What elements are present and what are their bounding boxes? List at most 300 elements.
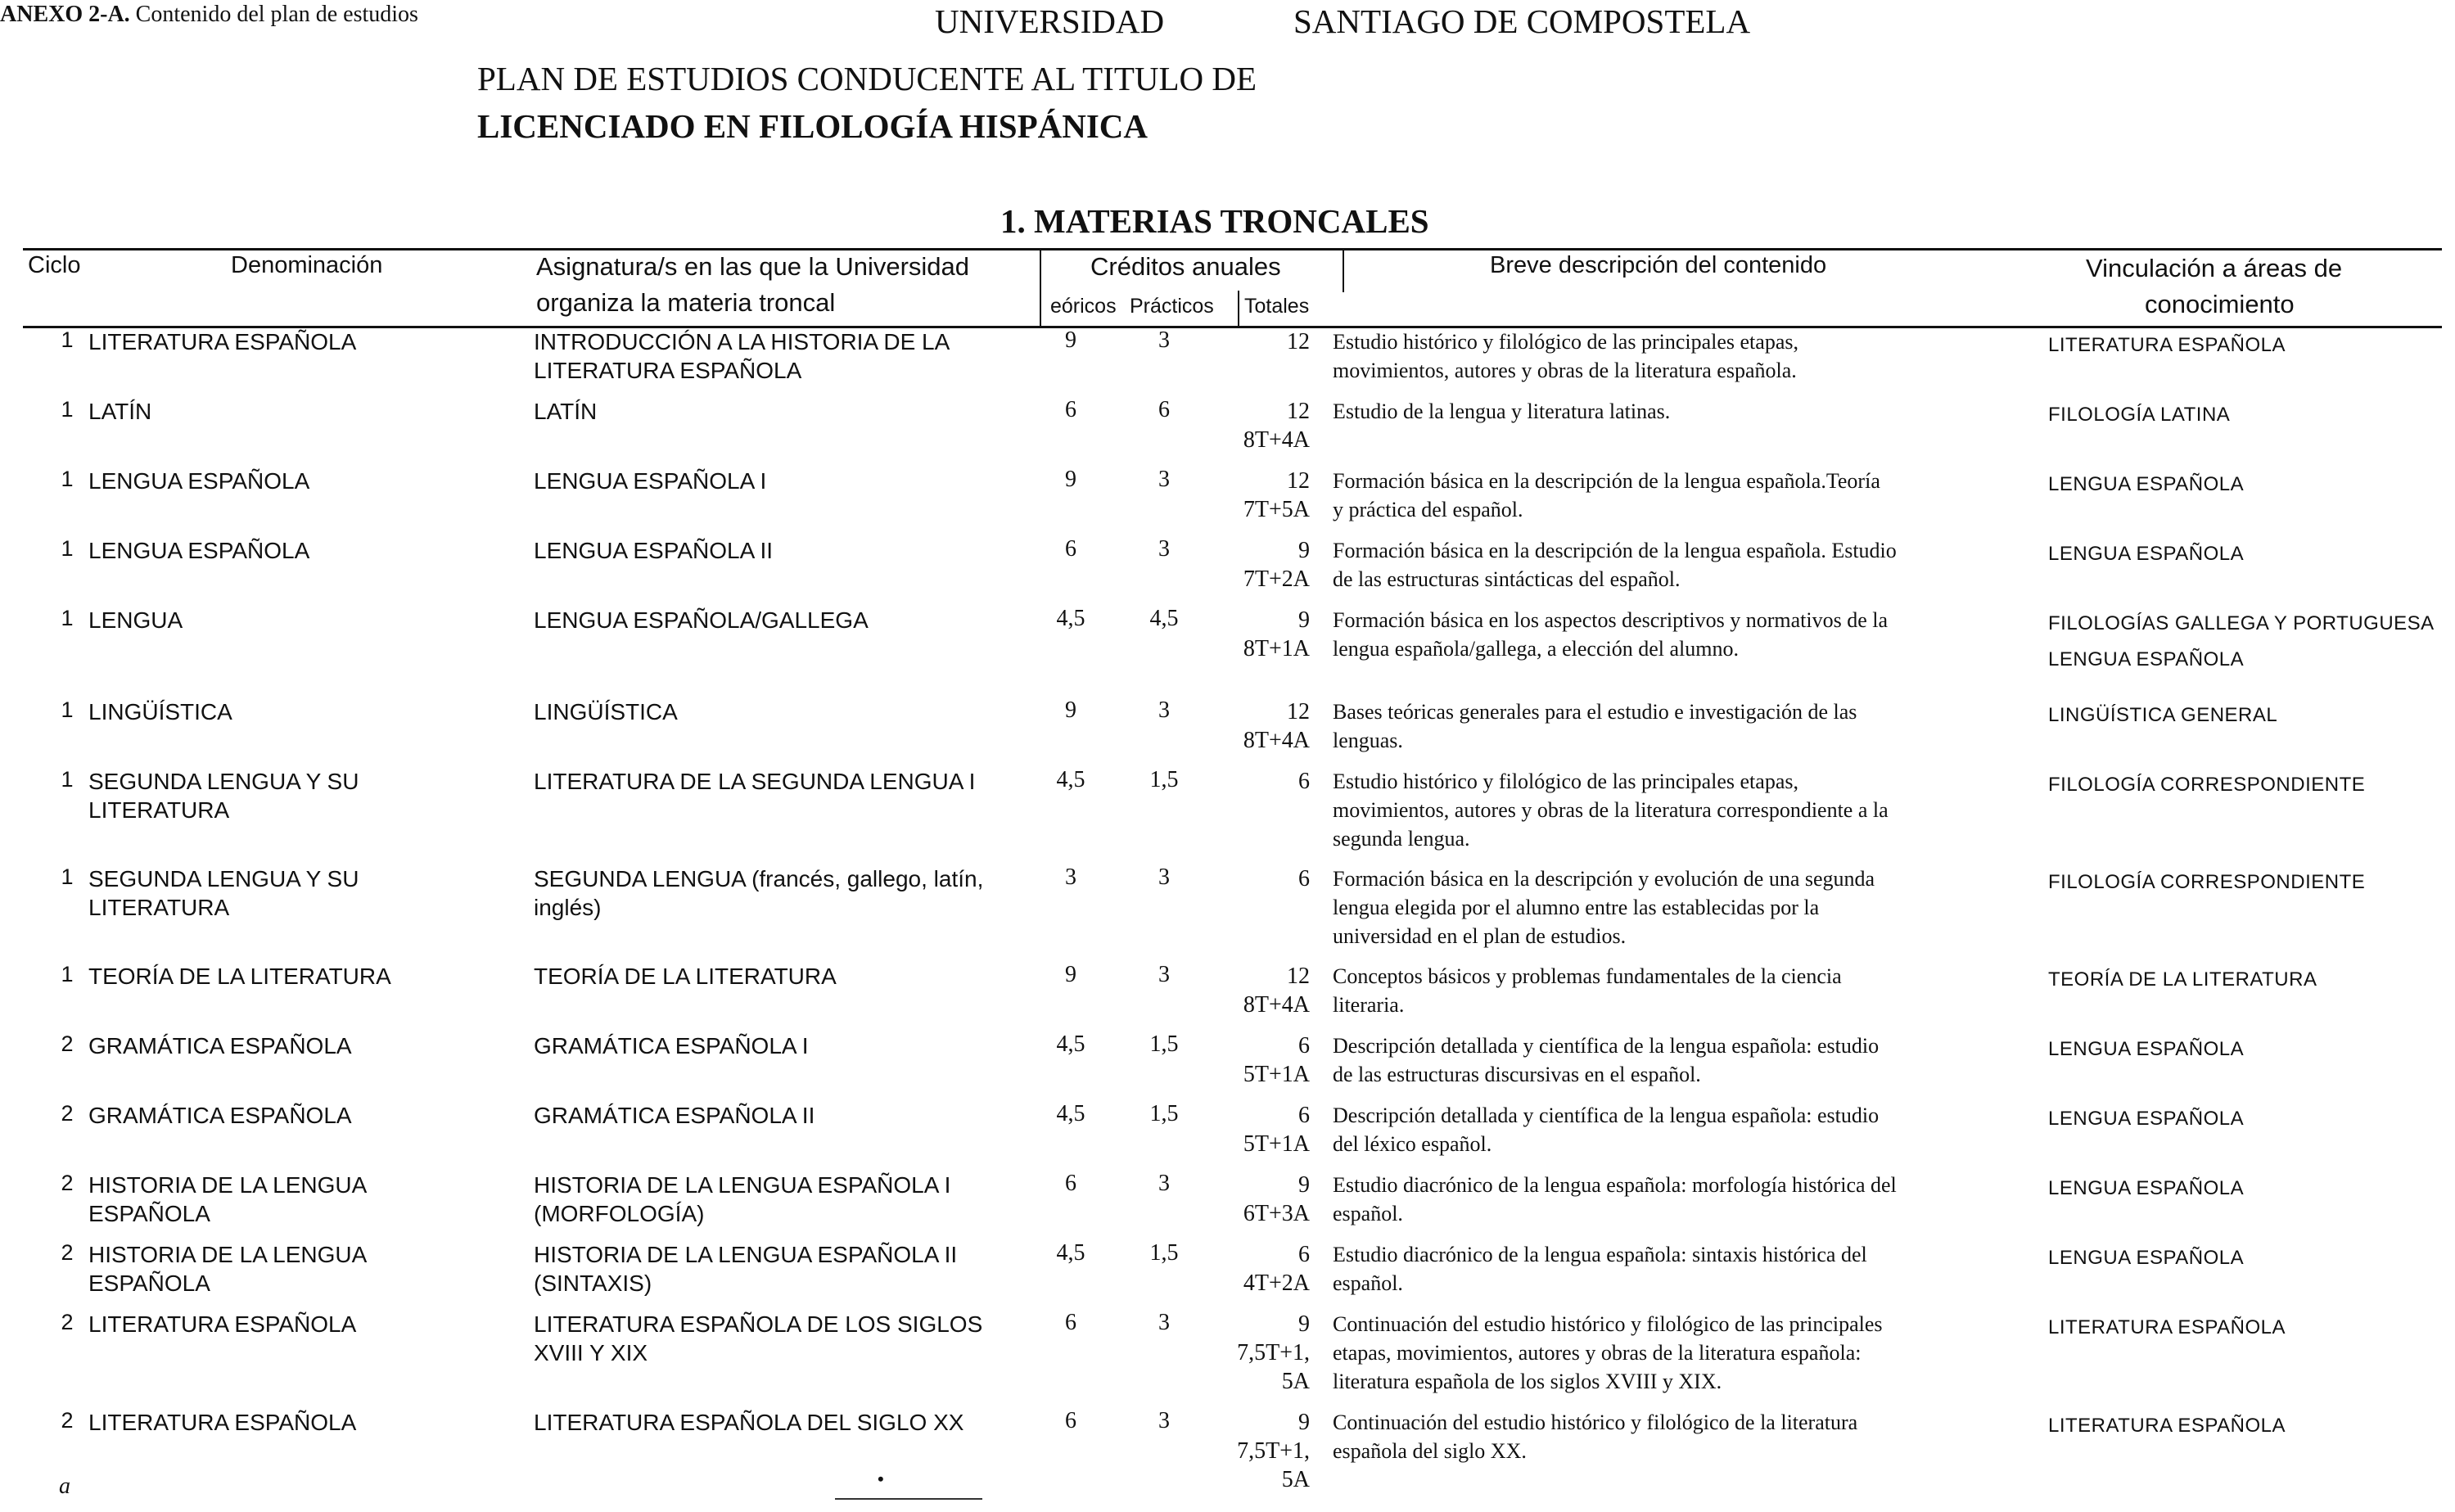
cell-area [2048, 467, 2455, 539]
cell-descripcion-line [1333, 1465, 2012, 1494]
cell-practicos [1123, 327, 1205, 354]
cell-teoricos-line: 4,5 [1056, 1240, 1085, 1266]
cell-area-line [2048, 1207, 2455, 1243]
cell-totales-line: 12 [1287, 699, 1310, 724]
cell-area-line [2048, 572, 2455, 608]
cell-asignatura-line [534, 726, 1033, 755]
cell-descripcion [1333, 1408, 2012, 1494]
cell-descripcion-line: Formación básica en la descripción de la lengua española. Estudio [1333, 539, 1897, 562]
cell-denominacion [88, 1408, 514, 1465]
cell-ciclo [51, 1310, 83, 1335]
cell-practicos-line: 3 [1158, 1171, 1170, 1196]
cell-area-line: LENGUA ESPAÑOLA [2048, 1038, 2245, 1060]
cell-teoricos [1030, 1101, 1112, 1127]
cell-descripcion-line: lengua elegida por el alumno entre las establecidas por la [1333, 896, 1820, 919]
cell-practicos [1123, 1101, 1205, 1127]
cell-denominacion-line: HISTORIA DE LA LENGUA [88, 1242, 368, 1267]
col-header-vinculacion-2: conocimiento [2145, 290, 2295, 318]
cell-ciclo-line: 2 [61, 1171, 74, 1195]
cell-denominacion-line: LINGÜÍSTICA [88, 699, 232, 724]
cell-ciclo-line: 2 [61, 1310, 74, 1334]
cell-denominacion-line: GRAMÁTICA ESPAÑOLA [88, 1033, 352, 1058]
cell-area [2048, 1408, 2455, 1480]
cell-asignatura [534, 1171, 1033, 1228]
cell-totales-line [1212, 922, 1310, 950]
cell-denominacion-line: LITERATURA ESPAÑOLA [88, 329, 357, 354]
cell-descripcion-line: Continuación del estudio histórico y filológico de las principales [1333, 1312, 1883, 1336]
cell-asignatura-line: (SINTAXIS) [534, 1271, 652, 1296]
cell-ciclo [51, 327, 83, 353]
cell-ciclo [51, 1171, 83, 1196]
cell-area-line: FILOLOGÍA CORRESPONDIENTE [2048, 774, 2366, 796]
cell-descripcion-line: literaria. [1333, 993, 1405, 1017]
cell-ciclo [51, 864, 83, 890]
cell-teoricos [1030, 1408, 1112, 1434]
cell-asignatura-line [534, 1060, 1033, 1089]
cell-area [2048, 397, 2455, 469]
cell-area-line: LITERATURA ESPAÑOLA [2048, 334, 2286, 356]
cell-area-line: LENGUA ESPAÑOLA [2048, 473, 2245, 495]
cell-area-line: FILOLOGÍA CORRESPONDIENTE [2048, 871, 2366, 893]
cell-denominacion-line: SEGUNDA LENGUA Y SU [88, 769, 359, 794]
cell-descripcion-line: Estudio histórico y filológico de las principales etapas, [1333, 330, 1798, 354]
cell-practicos-line: 3 [1158, 864, 1170, 890]
cell-teoricos-line: 3 [1065, 864, 1076, 890]
cell-denominacion [88, 864, 514, 922]
cell-asignatura [534, 467, 1033, 524]
cell-totales [1212, 1310, 1310, 1396]
cell-denominacion-line: GRAMÁTICA ESPAÑOLA [88, 1103, 352, 1128]
cell-denominacion-line [88, 1060, 514, 1089]
cell-asignatura-line: inglés) [534, 895, 602, 920]
cell-descripcion-line [1333, 663, 2012, 692]
cell-ciclo-line: 1 [61, 767, 74, 792]
col-header-totales: Totales [1244, 295, 1310, 318]
cell-area [2048, 1101, 2455, 1173]
cell-denominacion [88, 1240, 514, 1298]
cell-ciclo [51, 962, 83, 987]
cell-denominacion-line: LITERATURA [88, 797, 230, 823]
cell-area-line: TEORÍA DE LA LITERATURA [2048, 968, 2317, 991]
university-word: UNIVERSIDAD [935, 2, 1165, 40]
cell-descripcion-line: Descripción detallada y científica de la lengua española: estudio [1333, 1034, 1880, 1058]
cell-descripcion-line: etapas, movimientos, autores y obras de la literatura española: [1333, 1341, 1862, 1365]
cell-totales-line: 7,5T+1, [1237, 1340, 1310, 1365]
cell-ciclo [51, 397, 83, 422]
cell-teoricos [1030, 767, 1112, 793]
cell-teoricos-line: 9 [1065, 697, 1076, 723]
cell-descripcion-line: Conceptos básicos y problemas fundamentales de la ciencia [1333, 964, 1842, 988]
cell-area-line [2048, 1067, 2455, 1104]
cell-teoricos-line: 6 [1065, 397, 1076, 422]
cell-ciclo [51, 467, 83, 492]
footer-page-glyph: a [59, 1474, 70, 1499]
cell-asignatura [534, 397, 1033, 454]
cell-denominacion-line: LENGUA ESPAÑOLA [88, 538, 310, 563]
cell-asignatura-line [534, 634, 1033, 663]
cell-asignatura-line: LITERATURA ESPAÑOLA [534, 358, 802, 383]
cell-ciclo-line: 1 [61, 536, 74, 561]
cell-asignatura-line: INTRODUCCIÓN A LA HISTORIA DE LA [534, 329, 950, 354]
cell-area [2048, 697, 2455, 770]
cell-totales-line: 12 [1287, 399, 1310, 424]
cell-totales-line [1212, 356, 1310, 385]
header-divider-right [1343, 250, 1344, 292]
cell-descripcion-line: lenguas. [1333, 729, 1403, 752]
cell-practicos [1123, 1171, 1205, 1197]
cell-area [2048, 1171, 2455, 1243]
cell-area [2048, 864, 2455, 937]
cell-denominacion [88, 1031, 514, 1089]
cell-totales-line: 12 [1287, 468, 1310, 494]
cell-teoricos-line: 9 [1065, 467, 1076, 492]
cell-practicos-line: 3 [1158, 697, 1170, 723]
cell-denominacion-line: SEGUNDA LENGUA Y SU [88, 866, 359, 891]
cell-totales-line: 6 [1298, 1242, 1310, 1267]
cell-denominacion-line: LITERATURA ESPAÑOLA [88, 1311, 357, 1337]
cell-teoricos [1030, 467, 1112, 493]
table-top-rule [23, 248, 2442, 250]
cell-teoricos-line: 4,5 [1056, 767, 1085, 792]
cell-totales [1212, 864, 1310, 950]
cell-ciclo-line: 1 [61, 697, 74, 722]
cell-area [2048, 606, 2455, 678]
cell-totales-line: 5T+1A [1243, 1062, 1310, 1087]
header-divider-left [1040, 250, 1041, 327]
cell-totales-line: 5A [1281, 1467, 1310, 1492]
cell-ciclo-line: 1 [61, 467, 74, 491]
cell-practicos-line: 1,5 [1149, 1240, 1179, 1266]
cell-totales-line: 7T+2A [1243, 566, 1310, 592]
cell-denominacion-line: HISTORIA DE LA LENGUA [88, 1172, 368, 1198]
cell-practicos [1123, 864, 1205, 891]
cell-asignatura-line [534, 495, 1033, 524]
cell-denominacion-line: TEORÍA DE LA LITERATURA [88, 964, 391, 989]
cell-totales-line: 8T+4A [1243, 427, 1310, 453]
cell-totales [1212, 1408, 1310, 1494]
cell-teoricos-line: 4,5 [1056, 606, 1085, 631]
col-header-practicos: Prácticos [1130, 295, 1214, 318]
cell-practicos [1123, 697, 1205, 724]
cell-asignatura [534, 1408, 1033, 1465]
cell-ciclo [51, 1101, 83, 1126]
cell-totales-line: 8T+1A [1243, 636, 1310, 661]
cell-asignatura [534, 864, 1033, 922]
cell-asignatura-line: HISTORIA DE LA LENGUA ESPAÑOLA I [534, 1172, 951, 1198]
cell-totales-line: 12 [1287, 964, 1310, 989]
cell-ciclo [51, 536, 83, 562]
cell-denominacion-line: LENGUA ESPAÑOLA [88, 468, 310, 494]
cell-practicos-line: 3 [1158, 962, 1170, 987]
cell-denominacion [88, 1171, 514, 1228]
cell-area [2048, 962, 2455, 1034]
cell-denominacion [88, 327, 514, 385]
cell-ciclo-line: 2 [61, 1031, 74, 1056]
cell-area [2048, 327, 2455, 399]
annex-label-text: Contenido del plan de estudios [135, 2, 418, 27]
cell-asignatura-line: (MORFOLOGÍA) [534, 1201, 705, 1226]
cell-practicos [1123, 1408, 1205, 1434]
cell-asignatura-line [534, 426, 1033, 454]
cell-practicos-line: 1,5 [1149, 1031, 1179, 1057]
cell-practicos [1123, 397, 1205, 423]
cell-denominacion [88, 397, 514, 454]
cell-denominacion-line [88, 565, 514, 594]
cell-descripcion [1333, 864, 2012, 950]
cell-denominacion-line [88, 495, 514, 524]
cell-asignatura-line [534, 991, 1033, 1019]
cell-asignatura-line: GRAMÁTICA ESPAÑOLA I [534, 1033, 809, 1058]
footer-rule [835, 1498, 982, 1500]
cell-totales-line: 6 [1298, 1103, 1310, 1128]
cell-totales-line: 6 [1298, 1033, 1310, 1058]
cell-teoricos [1030, 536, 1112, 562]
cell-teoricos-line: 9 [1065, 327, 1076, 353]
cell-ciclo-line: 2 [61, 1408, 74, 1433]
cell-practicos [1123, 962, 1205, 988]
cell-teoricos [1030, 864, 1112, 891]
cell-ciclo-line: 2 [61, 1240, 74, 1265]
cell-totales-line: 7T+5A [1243, 497, 1310, 522]
cell-totales-line [1212, 796, 1310, 824]
cell-asignatura [534, 1240, 1033, 1298]
cell-descripcion-line: universidad en el plan de estudios. [1333, 924, 1627, 948]
cell-practicos-line: 3 [1158, 536, 1170, 562]
cell-descripcion [1333, 767, 2012, 853]
cell-asignatura-line: LITERATURA DE LA SEGUNDA LENGUA I [534, 769, 976, 794]
cell-descripcion-line: Bases teóricas generales para el estudio e investigación de las [1333, 700, 1857, 724]
col-header-descripcion: Breve descripción del contenido [1490, 252, 1827, 278]
cell-teoricos-line: 4,5 [1056, 1101, 1085, 1126]
cell-practicos [1123, 1031, 1205, 1058]
cell-descripcion-line: Estudio diacrónico de la lengua española: sintaxis histórica del [1333, 1243, 1867, 1266]
cell-asignatura [534, 1310, 1033, 1367]
cell-totales-line: 5A [1281, 1369, 1310, 1394]
cell-totales-line: 9 [1298, 1311, 1310, 1337]
cell-descripcion-line: Formación básica en los aspectos descriptivos y normativos de la [1333, 608, 1889, 632]
cell-teoricos [1030, 1171, 1112, 1197]
cell-asignatura [534, 606, 1033, 663]
cell-practicos-line: 3 [1158, 327, 1170, 353]
cell-totales-line: 8T+4A [1243, 992, 1310, 1018]
cell-area-line [2048, 733, 2455, 770]
cell-descripcion-line: español. [1333, 1202, 1403, 1225]
cell-practicos-line: 6 [1158, 397, 1170, 422]
cell-area-line: FILOLOGÍAS GALLEGA Y PORTUGUESA [2048, 612, 2435, 634]
cell-totales-line: 6 [1298, 769, 1310, 794]
cell-totales-line [1212, 893, 1310, 922]
cell-area-line: LENGUA ESPAÑOLA [2048, 648, 2245, 670]
cell-asignatura-line: LITERATURA ESPAÑOLA DEL SIGLO XX [534, 1410, 964, 1435]
cell-teoricos-line: 4,5 [1056, 1031, 1085, 1057]
cell-totales-line: 4T+2A [1243, 1271, 1310, 1296]
cell-descripcion-line: española del siglo XX. [1333, 1439, 1527, 1463]
cell-teoricos [1030, 962, 1112, 988]
cell-teoricos-line: 6 [1065, 1171, 1076, 1196]
cell-denominacion-line [88, 726, 514, 755]
cell-practicos [1123, 1240, 1205, 1266]
cell-practicos-line: 1,5 [1149, 1101, 1179, 1126]
cell-descripcion-line [1333, 426, 2012, 454]
cell-descripcion-line: lengua española/gallega, a elección del alumno. [1333, 637, 1739, 661]
cell-asignatura-line: LINGÜÍSTICA [534, 699, 678, 724]
cell-totales-line: 12 [1287, 329, 1310, 354]
cell-area [2048, 536, 2455, 608]
cell-teoricos-line: 6 [1065, 1310, 1076, 1335]
cell-totales-line: 7,5T+1, [1237, 1438, 1310, 1464]
cell-asignatura-line: LENGUA ESPAÑOLA I [534, 468, 767, 494]
cell-descripcion-line: Formación básica en la descripción de la lengua española.Teoría [1333, 469, 1880, 493]
cell-area-line: LENGUA ESPAÑOLA [2048, 543, 2245, 565]
cell-ciclo [51, 606, 83, 631]
cell-denominacion-line: LENGUA [88, 607, 183, 633]
cell-denominacion-line [88, 426, 514, 454]
cell-asignatura-line: LENGUA ESPAÑOLA/GALLEGA [534, 607, 869, 633]
col-header-ciclo: Ciclo [28, 252, 81, 278]
cell-asignatura-line: TEORÍA DE LA LITERATURA [534, 964, 837, 989]
cell-asignatura [534, 767, 1033, 824]
cell-asignatura-line [534, 1130, 1033, 1158]
cell-teoricos-line: 6 [1065, 1408, 1076, 1433]
cell-descripcion-line: movimientos, autores y obras de la literatura correspondiente a la [1333, 798, 1889, 822]
cell-area-line [2048, 803, 2455, 839]
cell-ciclo-line: 1 [61, 327, 74, 352]
cell-descripcion-line: Continuación del estudio histórico y filológico de la literatura [1333, 1410, 1858, 1434]
cell-asignatura-line: HISTORIA DE LA LENGUA ESPAÑOLA II [534, 1242, 958, 1267]
cell-descripcion [1333, 1310, 2012, 1396]
cell-descripcion-line: y práctica del español. [1333, 498, 1523, 521]
cell-area-line [2048, 503, 2455, 539]
col-header-teoricos: eóricos [1050, 295, 1117, 318]
cell-practicos-line: 4,5 [1149, 606, 1179, 631]
cell-totales-line: 9 [1298, 607, 1310, 633]
cell-descripcion [1333, 606, 2012, 692]
cell-teoricos [1030, 1240, 1112, 1266]
cell-asignatura [534, 697, 1033, 755]
cell-teoricos [1030, 697, 1112, 724]
cell-ciclo-line: 1 [61, 397, 74, 422]
cell-teoricos-line: 6 [1065, 536, 1076, 562]
col-header-creditos: Créditos anuales [1090, 252, 1281, 281]
cell-ciclo-line: 1 [61, 962, 74, 986]
col-header-denominacion: Denominación [231, 252, 383, 278]
cell-ciclo [51, 697, 83, 723]
cell-practicos [1123, 1310, 1205, 1336]
cell-ciclo [51, 767, 83, 792]
cell-denominacion-line [88, 1130, 514, 1158]
cell-descripcion-line: del léxico español. [1333, 1132, 1492, 1156]
cell-ciclo-line: 1 [61, 606, 74, 630]
cell-descripcion-line: literatura española de los siglos XVIII y XIX. [1333, 1370, 1722, 1393]
cell-teoricos [1030, 1031, 1112, 1058]
cell-denominacion [88, 767, 514, 824]
cell-denominacion [88, 697, 514, 755]
cell-area-line: LENGUA ESPAÑOLA [2048, 1108, 2245, 1130]
cell-teoricos [1030, 1310, 1112, 1336]
cell-area-line [2048, 998, 2455, 1034]
cell-area-line: FILOLOGÍA LATINA [2048, 404, 2231, 426]
cell-teoricos [1030, 327, 1112, 354]
cell-totales-line [1212, 824, 1310, 853]
cell-denominacion-line: LITERATURA [88, 895, 230, 920]
cell-ciclo-line: 2 [61, 1101, 74, 1126]
cell-denominacion-line [88, 634, 514, 663]
cell-practicos-line: 3 [1158, 467, 1170, 492]
university-city: SANTIAGO DE COMPOSTELA [1293, 2, 1751, 40]
cell-descripcion-line: de las estructuras sintácticas del español. [1333, 567, 1681, 591]
cell-area-line [2048, 1137, 2455, 1173]
degree-title: LICENCIADO EN FILOLOGÍA HISPÁNICA [477, 107, 1148, 145]
cell-practicos [1123, 536, 1205, 562]
cell-descripcion-line: de las estructuras discursivas en el español. [1333, 1063, 1701, 1086]
cell-teoricos [1030, 606, 1112, 632]
cell-denominacion [88, 1310, 514, 1367]
cell-area-line [2048, 1276, 2455, 1312]
cell-ciclo [51, 1408, 83, 1433]
cell-asignatura-line [534, 565, 1033, 594]
cell-asignatura-line: XVIII Y XIX [534, 1340, 648, 1365]
cell-totales-line: 9 [1298, 1410, 1310, 1435]
cell-area-line: LINGÜÍSTICA GENERAL [2048, 704, 2278, 726]
cell-denominacion-line [88, 1338, 514, 1367]
cell-denominacion-line [88, 991, 514, 1019]
section-title: 1. MATERIAS TRONCALES [1000, 202, 1429, 240]
cell-asignatura [534, 1101, 1033, 1158]
cell-totales [1212, 767, 1310, 853]
cell-totales-line: 5T+1A [1243, 1131, 1310, 1157]
col-header-asignatura-1: Asignatura/s en las que la Universidad [536, 252, 970, 281]
cell-area-line: LENGUA ESPAÑOLA [2048, 1247, 2245, 1269]
cell-asignatura [534, 536, 1033, 594]
cell-asignatura-line: LENGUA ESPAÑOLA II [534, 538, 774, 563]
cell-denominacion-line [88, 356, 514, 385]
cell-area-line [2048, 1346, 2455, 1382]
cell-area-line: LITERATURA ESPAÑOLA [2048, 1415, 2286, 1437]
cell-asignatura-line: GRAMÁTICA ESPAÑOLA II [534, 1103, 815, 1128]
annex-label [0, 2, 418, 28]
cell-ciclo [51, 1240, 83, 1266]
cell-denominacion [88, 1101, 514, 1158]
cell-asignatura [534, 962, 1033, 1019]
cell-practicos [1123, 606, 1205, 632]
cell-denominacion-line: LITERATURA ESPAÑOLA [88, 1410, 357, 1435]
cell-practicos [1123, 467, 1205, 493]
cell-area-line: LITERATURA ESPAÑOLA [2048, 1316, 2286, 1338]
cell-totales-line: 6T+3A [1243, 1201, 1310, 1226]
col-header-asignatura-2: organiza la materia troncal [536, 288, 836, 317]
cell-practicos [1123, 767, 1205, 793]
cell-descripcion-line: Estudio histórico y filológico de las principales etapas, [1333, 770, 1798, 793]
cell-area [2048, 1240, 2455, 1312]
header-divider-totales [1238, 291, 1239, 327]
cell-asignatura-line [534, 1437, 1033, 1465]
cell-denominacion-line [88, 1437, 514, 1465]
cell-totales-line: 6 [1298, 866, 1310, 891]
cell-ciclo [51, 1031, 83, 1057]
cell-totales-line: 9 [1298, 1172, 1310, 1198]
cell-asignatura-line: LATÍN [534, 399, 598, 424]
cell-ciclo-line: 1 [61, 864, 74, 889]
cell-asignatura [534, 1031, 1033, 1089]
cell-denominacion-line: LATÍN [88, 399, 152, 424]
col-header-vinculacion-1: Vinculación a áreas de [2086, 254, 2343, 282]
cell-asignatura-line [534, 796, 1033, 824]
cell-descripcion-line: Formación básica en la descripción y evolución de una segunda [1333, 867, 1875, 891]
plan-title: PLAN DE ESTUDIOS CONDUCENTE AL TITULO DE [477, 60, 1257, 97]
cell-area-line: LENGUA ESPAÑOLA [2048, 1177, 2245, 1199]
cell-descripcion-line: movimientos, autores y obras de la literatura española. [1333, 359, 1797, 382]
cell-denominacion-line: ESPAÑOLA [88, 1271, 210, 1296]
